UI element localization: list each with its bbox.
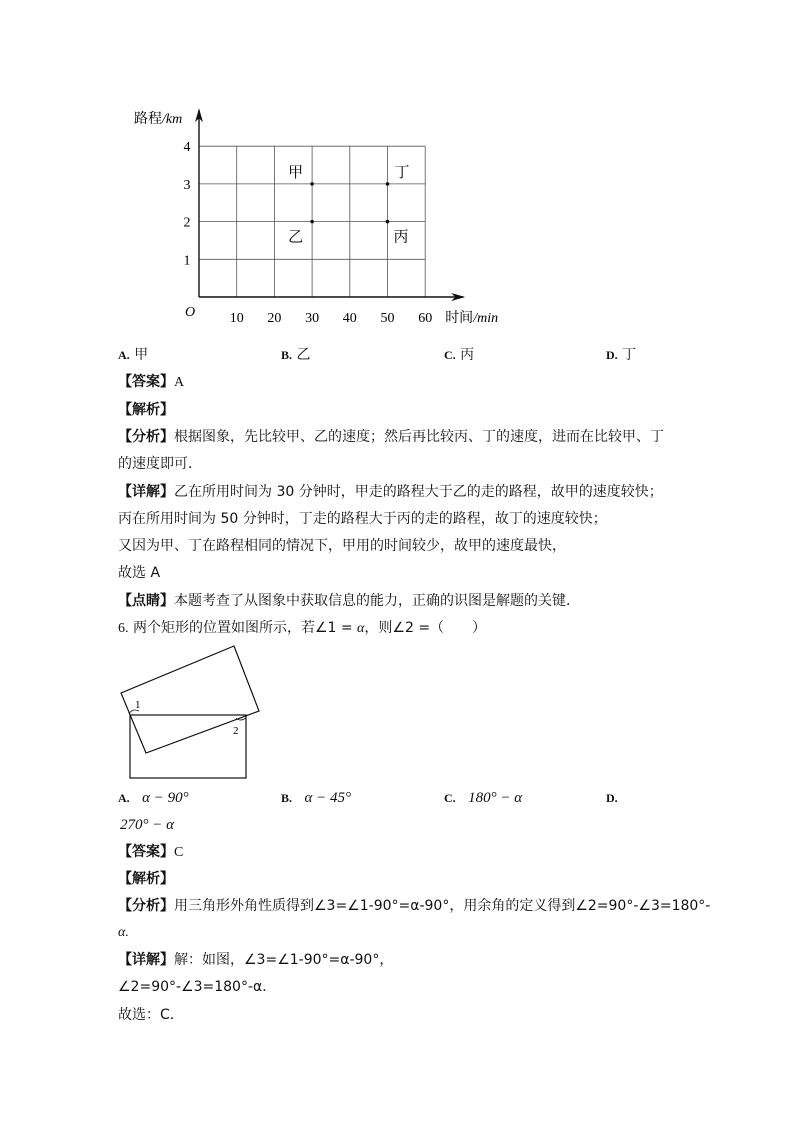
angle2-label: 2 [233,725,239,737]
q5-option-a[interactable] [118,345,148,365]
y-tick-label-4: 4 [183,140,191,156]
fenxi-text: 根据图象，先比较甲、乙的速度；然后再比较丙、丁的速度，进而在比较甲、丁 [174,429,664,445]
q5-fenxi-line2: 的速度即可． [118,456,202,472]
q6-conclusion: 故选：C． [118,1007,184,1023]
data-point-label-1: 甲 [288,164,304,181]
q6-option-b[interactable] [281,788,351,808]
analysis-tag: 【解析】 [118,871,174,887]
y-axis-title-text: 路程 [134,111,162,127]
q6-number: 6. [118,621,129,636]
x-axis-title-unit: /min [473,311,499,326]
answer-tag: 【答案】 [118,844,174,860]
q5-xiangjie-line3: 又因为甲、丁在路程相同的情况下，甲用的时间较少，故甲的速度最快， [118,538,566,554]
q6-option-d-letter: D. [606,791,618,805]
x-tick-label-50: 50 [380,311,395,326]
x-axis-title [445,310,498,326]
x-tick-label-40: 40 [342,311,357,326]
xiangjie-text: 乙在所用时间为 30 分钟时，甲走的路程大于乙的走的路程，故甲的速度较快； [174,484,663,500]
q6-option-a-text: α − 90° [142,790,189,806]
xiangjie-text: 解：如图，∠3=∠1-90°=α-90°， [174,952,394,968]
x-tick-label-30: 30 [305,311,320,326]
fenxi-text: 用三角形外角性质得到∠3=∠1-90°=α-90°，用余角的定义得到∠2=90°-∠3=180°- [174,898,711,914]
data-point-4 [386,182,390,186]
two-rectangles-figure [100,640,280,790]
q6-option-c-letter: C. [444,791,456,805]
chart-points [288,164,409,246]
q5-fenxi-line1 [118,427,664,447]
y-tick-label-1: 1 [183,253,191,269]
q5-option-a-letter: A. [118,348,130,362]
q5-option-b[interactable] [281,345,310,365]
chart-axes [195,108,465,301]
q6-option-c[interactable] [444,788,522,808]
xiangjie-tag: 【详解】 [118,952,174,968]
q6-fenxi-line1 [118,896,710,916]
dianjing-tag: 【点睛】 [118,593,174,609]
x-axis-title-text: 时间 [445,310,474,326]
q6-fenxi-line2: α. [118,925,129,940]
distance-time-chart [0,100,560,330]
q5-option-d-letter: D. [606,348,618,362]
q6-stem-a: 两个矩形的位置如图所示，若∠1 = [132,620,358,636]
y-tick-label-2: 2 [183,215,191,231]
q6-option-a[interactable] [118,788,189,808]
data-point-label-4: 丁 [394,164,410,181]
data-point-3 [386,220,390,224]
x-tick-label-60: 60 [418,311,433,326]
q5-option-c-text: 丙 [460,347,475,363]
x-tick-label-10: 10 [229,311,244,326]
q5-option-a-text: 甲 [134,347,149,363]
data-point-2 [310,220,314,224]
q5-xiangjie-line1 [118,482,663,502]
y-axis-title-unit: /km [162,112,183,127]
data-point-label-3: 丙 [393,229,409,246]
q5-xiangjie-line2: 丙在所用时间为 50 分钟时，丁走的路程大于丙的走的路程，故丁的速度较快； [118,511,607,527]
data-point-1 [310,182,314,186]
fenxi-tag: 【分析】 [118,429,174,445]
q6-option-d-text: 270° − α [120,817,174,833]
q6-option-a-letter: A. [118,791,130,805]
answer-tag: 【答案】 [118,374,174,390]
q6-stem [118,618,486,639]
q6-stem-alpha: α [357,621,365,636]
q5-option-b-letter: B. [281,348,293,362]
upright-rectangle [130,715,246,778]
data-point-label-2: 乙 [288,229,304,246]
dianjing-text: 本题考查了从图象中获取信息的能力，正确的识图是解题的关键． [174,593,580,609]
q5-option-d[interactable] [606,345,636,365]
q5-option-b-text: 乙 [296,347,311,363]
x-tick-label-20: 20 [267,311,282,326]
analysis-tag: 【解析】 [118,402,174,418]
y-axis-title [134,111,182,127]
chart-labels [134,111,498,326]
q6-option-b-letter: B. [281,791,293,805]
q6-option-b-text: α − 45° [304,790,351,806]
q5-dianjing [118,591,580,611]
answer-value: A [174,375,185,390]
q5-answer-line [118,372,184,393]
xiangjie-tag: 【详解】 [118,484,174,500]
q6-answer-line [118,842,183,863]
q6-xiangjie-line1 [118,950,393,970]
q5-option-d-text: 丁 [622,347,637,363]
angle1-label: 1 [135,699,141,711]
fenxi-tag: 【分析】 [118,898,174,914]
q5-option-c-letter: C. [444,348,456,362]
q6-option-d[interactable] [120,815,174,835]
q6-option-c-text: 180° − α [468,790,523,806]
q6-stem-b: ，则∠2 =（ ） [364,620,487,636]
q5-conclusion: 故选 A [118,565,161,581]
y-tick-label-3: 3 [183,177,191,193]
answer-value: C [174,845,184,860]
origin-label: O [184,305,196,320]
q6-option-d-letter-wrap[interactable] [606,788,618,808]
q6-xiangjie-line2: ∠2=90°-∠3=180°-α． [118,979,277,995]
q5-option-c[interactable] [444,345,474,365]
